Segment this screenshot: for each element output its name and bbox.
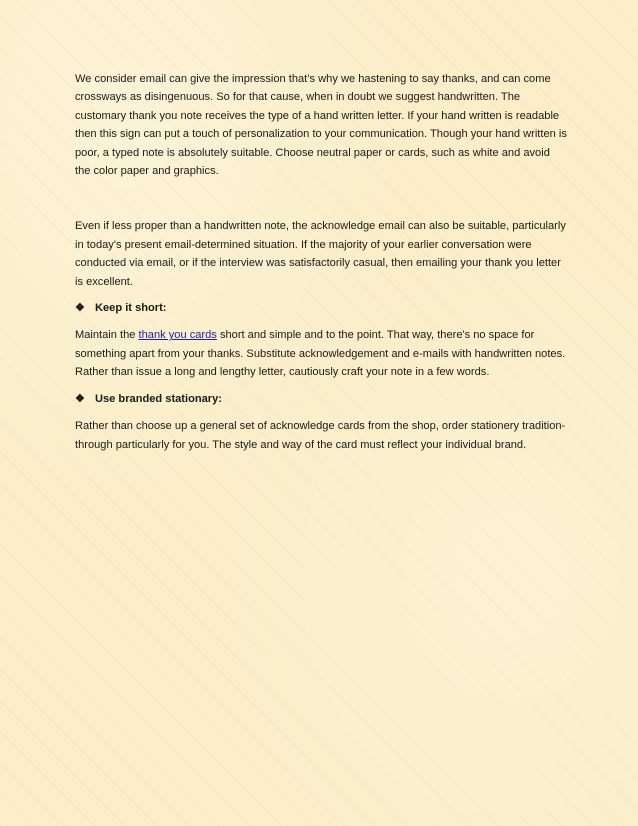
paragraph-text-after-link: short and simple and to the point. That way, there's no space for something apart from your thanks. Substitute acknowledgement and e-mails with handwritten notes. Rather than issue a long and lengthy letter, cautiously craft your note in a few words. xyxy=(75,329,566,379)
paragraph-text-before-link: Maintain the xyxy=(75,329,139,342)
bullet-heading-branded-stationary: Use branded stationary: xyxy=(95,392,222,405)
bullet-heading-keep-it-short: Keep it short: xyxy=(95,302,167,315)
thank-you-cards-link[interactable]: thank you cards xyxy=(138,329,217,342)
bullet-use-branded-stationary xyxy=(75,390,567,408)
diamond-bullet-icon: ❖ xyxy=(75,392,85,405)
diamond-bullet-icon: ❖ xyxy=(75,302,85,315)
paragraph-keep-short xyxy=(75,326,567,381)
document-body xyxy=(75,70,567,454)
paragraph-email-impression: We consider email can give the impression that’s why we hastening to say thanks, and can come crossways as disingenuous. So for that cause, when in doubt we suggest handwritten. The customary thank you note receives the type of a hand written letter. If your hand written is readable then this sign can put a touch of personalization to your communication. Though your hand written is poor, a typed note is absolutely suitable. Choose neutral paper or cards, such as white and avoid the color paper and graphics. xyxy=(75,73,567,178)
paragraph-acknowledge-email: Even if less proper than a handwritten note, the acknowledge email can also be suitable, particularly in today's present email-determined situation. If the majority of your earlier conversation were conducted via email, or if the interview was satisfactorily casual, then emailing your thank you letter is excellent. xyxy=(75,220,566,288)
bullet-keep-it-short xyxy=(75,299,567,317)
paragraph-branded-stationery: Rather than choose up a general set of acknowledge cards from the shop, order stationery tradition-through particularly for you. The style and way of the card must reflect your individual brand. xyxy=(75,420,566,451)
